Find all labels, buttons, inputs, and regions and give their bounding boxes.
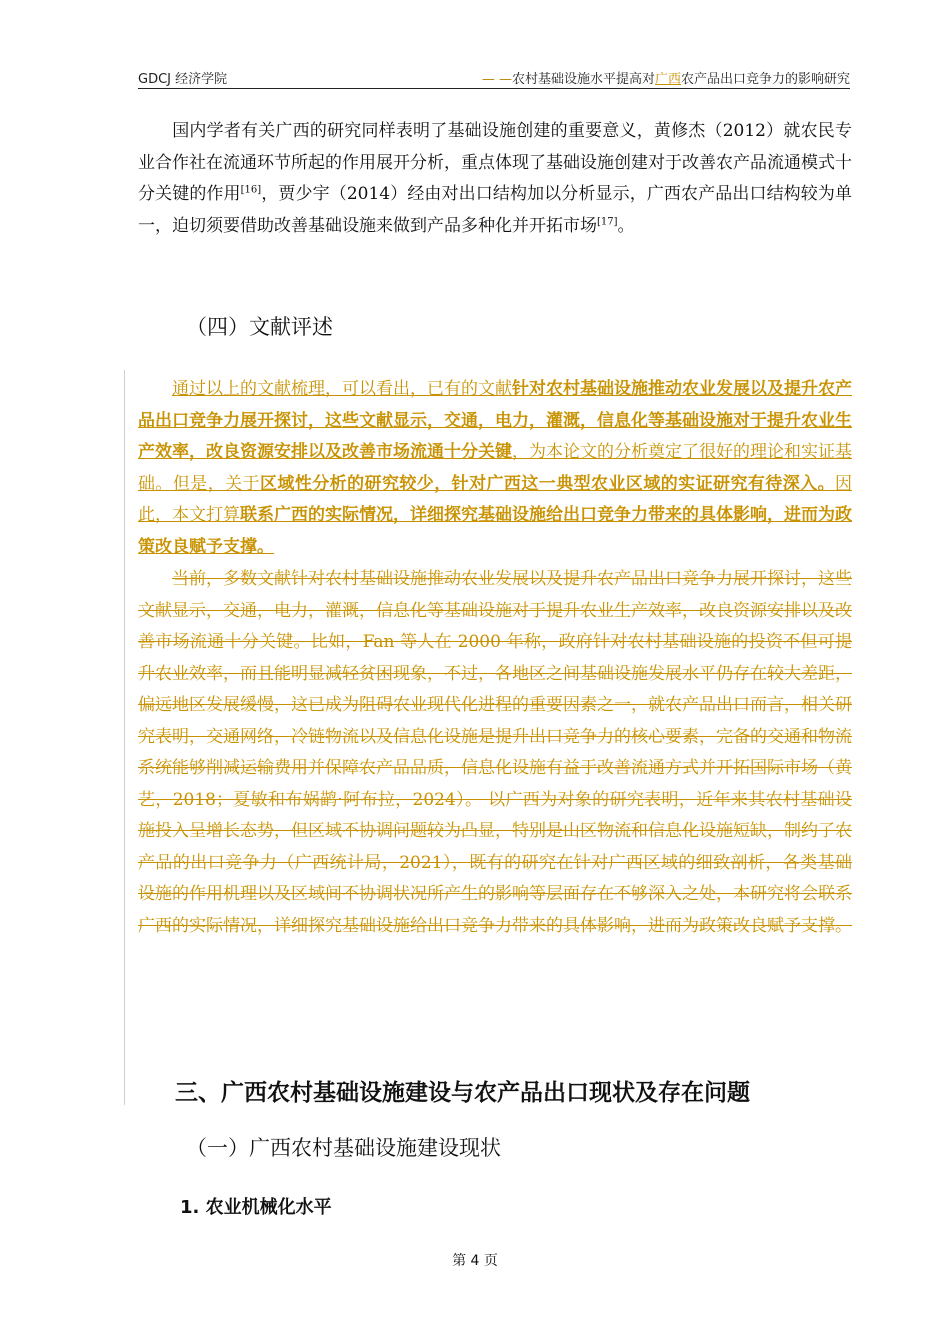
para1-text3: 。: [617, 215, 635, 236]
deleted-text: 当前，多数文献针对农村基础设施推动农业发展以及提升农产品出口竞争力展开探讨，这些文献显示，交通，电力，灌溉，信息化等基础设施对于提升农业生产效率，改良资源安排以及改善市场流通十分关键。比如，Fan 等人在 2000 年称，政府针对农村基础设施的投资不但可提升农业效率，而且能明显减轻贫困现象，不过，各地区之间基础设施发展水平仍存在较大差距，偏远地区发展缓慢，这已成为阻碍农业现代化进程的重要因素之一，就农产品出口而言，相关研究表明，交通网络，冷链物流以及信息化设施是提升出口竞争力的核心要素，完备的交通和物流系统能够削减运输费用并保障农产品品质，信息化设施有益于改善流通方式并开拓国际市场（黄艺，2018；夏敏和布娲鹋·阿布拉，2024）。 以广西为对象的研究表明，近年来其农村基础设施投入呈增长态势，但区域不协调问题较为凸显，特别是山区物流和信息化设施短缺，制约了农产品的出口竞争力（广西统计局，2021），既有的研究在针对广西区域的细致剖析，各类基础设施的作用机理以及区域间不协调状况所产生的影响等层面存在不够深入之处，本研究将会联系广西的实际情况，详细探究基础设施给出口竞争力带来的具体影响，进而为政策改良赋予支撑。: [138, 569, 852, 936]
paragraph-deleted-revision: [138, 564, 852, 942]
header-title: [482, 68, 850, 87]
revision-change-bar: [124, 370, 125, 1105]
header-title-highlight: 广西: [654, 72, 681, 87]
para1-text2: ，贾少宇（2014）经由对出口结构加以分析显示，广西农产品出口结构较为单一，迫切须要借助改善基础设施来做到产品多种化并开拓市场: [138, 184, 853, 236]
insert-bold1: 针对农村基础设施推动农业发展以及提升农产品出口竞争力展开探讨，这些文献显示，交通，电力，灌溉，信息化等基础设施对于提升农业生产效率，改良资源安排以及改善市场流通十分关键: [138, 379, 852, 462]
insert-seg1: 通过以上的文献梳理，可以看出，已有的文献: [172, 379, 512, 399]
header-title-part2: 农产品出口竞争力的影响研究: [680, 72, 850, 87]
insert-seg2: ，为本论文的分析奠定了很好的理论和实证基础。但是，关于: [138, 442, 852, 494]
section-1-heading: （一）广西农村基础设施建设现状: [186, 1136, 501, 1160]
insert-bold2: 区域性分析的研究较少，针对广西这一典型农业区域的实证研究有待深入。: [259, 473, 836, 494]
header-school: GDCJ 经济学院: [138, 72, 228, 87]
paragraph-inserted-revision: [138, 374, 852, 563]
item-1-heading: 1. 农业机械化水平: [180, 1197, 332, 1218]
chapter-3-heading: 三、广西农村基础设施建设与农产品出口现状及存在问题: [175, 1080, 750, 1106]
page-header: [138, 66, 850, 89]
header-title-part1: 农村基础设施水平提高对: [511, 72, 655, 87]
citation-16: [16]: [240, 184, 262, 196]
citation-17: [17]: [597, 215, 618, 227]
insert-seg3: 因此，本文打算: [138, 473, 853, 525]
heading-literature-review: （四）文献评述: [186, 315, 333, 339]
page-number: 第 4 页: [452, 1253, 498, 1269]
para1-text1: 国内学者有关广西的研究同样表明了基础设施创建的重要意义，黄修杰（2012）就农民专业合作社在流通环节所起的作用展开分析，重点体现了基础设施创建对于改善农产品流通模式十分关键的作用: [138, 121, 852, 204]
insert-bold3: 联系广西的实际情况，详细探究基础设施给出口竞争力带来的具体影响，进而为政策改良赋予支撑。: [138, 505, 852, 557]
paragraph-domestic-scholars: [138, 116, 852, 242]
header-dash: — —: [481, 72, 512, 87]
